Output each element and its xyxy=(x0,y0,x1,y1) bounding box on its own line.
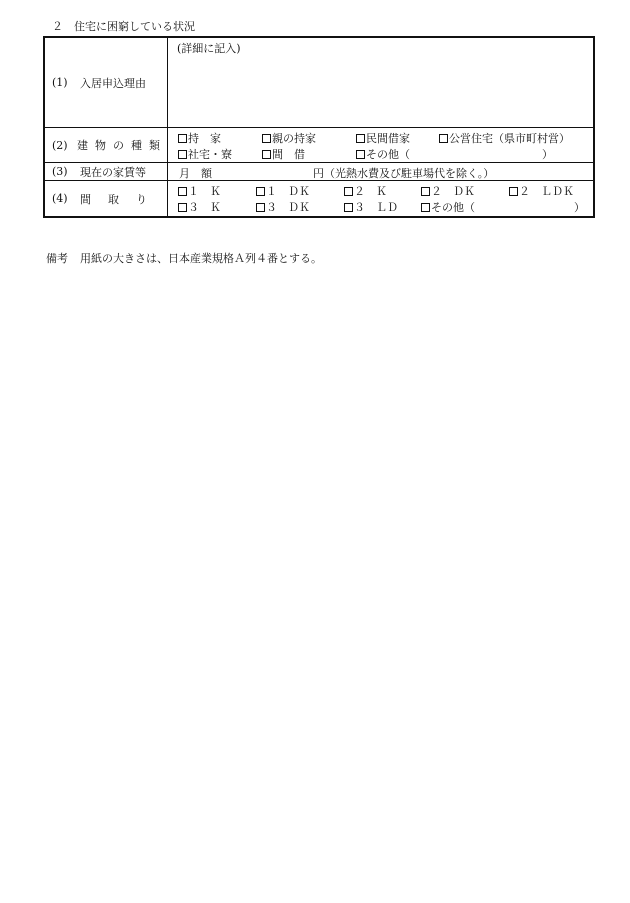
label-cell-reason xyxy=(45,38,168,127)
row-application-reason xyxy=(45,38,593,128)
label-application-reason: 入居申込理由 xyxy=(80,76,146,90)
building-type-options xyxy=(168,128,593,162)
remark-text: 用紙の大きさは、日本産業規格Ａ列４番とする。 xyxy=(80,252,322,265)
checkbox-icon[interactable] xyxy=(356,150,365,159)
option-2ldk[interactable]: ２ ＬＤＫ xyxy=(509,183,574,199)
checkbox-icon[interactable] xyxy=(344,187,353,196)
monthly-amount-label: 月 額 xyxy=(179,167,212,180)
section-title: ２ 住宅に困窮している状況 xyxy=(52,20,195,33)
rent-entry-field[interactable] xyxy=(168,163,593,180)
option-company-housing[interactable]: 社宅・寮 xyxy=(178,146,232,162)
checkbox-icon[interactable] xyxy=(421,187,430,196)
option-3k[interactable]: ３ Ｋ xyxy=(178,199,221,215)
checkbox-icon[interactable] xyxy=(421,203,430,212)
checkbox-icon[interactable] xyxy=(178,150,187,159)
row-number: (1) xyxy=(52,76,68,89)
checkbox-icon[interactable] xyxy=(178,203,187,212)
reason-entry-field[interactable] xyxy=(168,38,593,127)
label-current-rent: 現在の家賃等 xyxy=(80,165,146,179)
label-cell-building xyxy=(45,128,168,162)
checkbox-icon[interactable] xyxy=(509,187,518,196)
checkbox-icon[interactable] xyxy=(356,134,365,143)
option-building-other[interactable]: その他（ ） xyxy=(356,146,553,162)
option-2k[interactable]: ２ Ｋ xyxy=(344,183,387,199)
checkbox-icon[interactable] xyxy=(344,203,353,212)
row-number: (2) xyxy=(52,138,68,152)
row-floor-plan xyxy=(45,181,593,216)
option-3dk[interactable]: ３ ＤＫ xyxy=(256,199,310,215)
row-building-type xyxy=(45,128,593,163)
label-cell-layout xyxy=(45,181,168,216)
checkbox-icon[interactable] xyxy=(178,134,187,143)
option-public-housing[interactable]: 公営住宅（県市町村営） xyxy=(439,130,570,146)
row-number: (3) xyxy=(52,165,68,178)
option-1k[interactable]: １ Ｋ xyxy=(178,183,221,199)
option-private-rental[interactable]: 民間借家 xyxy=(356,130,410,146)
label-building-type: 建物の種類 xyxy=(77,139,167,152)
option-layout-other[interactable]: その他（ ） xyxy=(421,199,585,215)
option-3ld[interactable]: ３ ＬＤ xyxy=(344,199,398,215)
checkbox-icon[interactable] xyxy=(178,187,187,196)
checkbox-icon[interactable] xyxy=(439,134,448,143)
label-cell-rent xyxy=(45,163,168,180)
row-number: (4) xyxy=(52,192,68,205)
label-floor-plan: 間取り xyxy=(80,192,164,206)
floor-plan-options xyxy=(168,181,593,216)
detail-hint: (詳細に記入) xyxy=(177,42,241,55)
remark-heading: 備考 xyxy=(46,252,68,265)
row-current-rent xyxy=(45,163,593,181)
checkbox-icon[interactable] xyxy=(262,150,271,159)
option-parents-house[interactable]: 親の持家 xyxy=(262,130,316,146)
checkbox-icon[interactable] xyxy=(262,134,271,143)
option-1dk[interactable]: １ ＤＫ xyxy=(256,183,310,199)
remark-note xyxy=(46,250,322,266)
housing-situation-table xyxy=(43,36,595,218)
option-own-house[interactable]: 持 家 xyxy=(178,130,221,146)
option-room-rental[interactable]: 間 借 xyxy=(262,146,305,162)
checkbox-icon[interactable] xyxy=(256,203,265,212)
checkbox-icon[interactable] xyxy=(256,187,265,196)
yen-note: 円（光熱水費及び駐車場代を除く。） xyxy=(313,167,495,180)
option-2dk[interactable]: ２ ＤＫ xyxy=(421,183,475,199)
